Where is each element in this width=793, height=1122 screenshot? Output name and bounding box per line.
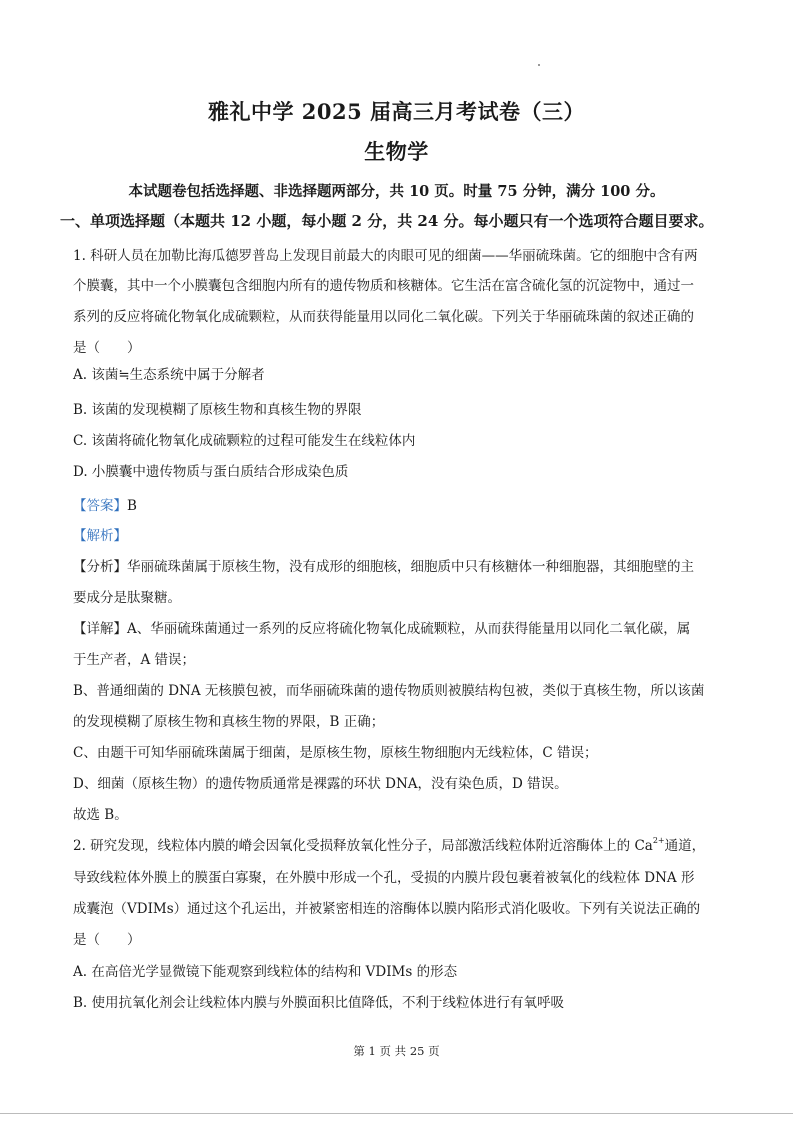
scan-dot — [538, 64, 540, 66]
page-footer: 第 1 页 共 25 页 — [353, 1044, 440, 1058]
answer-value: B — [127, 498, 137, 514]
q1-option-a: A. 该菌≒生态系统中属于分解者 — [73, 367, 265, 383]
q1-option-b: B. 该菌的发现模糊了原核生物和真核生物的界限 — [73, 402, 362, 418]
q1-detail-line: B、普通细菌的 DNA 无核膜包被，而华丽硫珠菌的遗传物质则被膜结构包被，类似于真核生物，所以该菌 — [73, 683, 705, 699]
exam-title: 雅礼中学 2025 届高三月考试卷（三） — [207, 99, 586, 124]
q1-answer — [73, 494, 137, 514]
q2-stem-line — [73, 834, 705, 854]
q2-stem-text: 2. 研究发现，线粒体内膜的嵴会因氧化受损释放氧化性分子，局部激活线粒体附近溶酶体上的 Ca — [73, 838, 653, 854]
q2-option-a: A. 在高倍光学显微镜下能观察到线粒体的结构和 VDIMs 的形态 — [73, 964, 458, 980]
q1-stem-line: 系列的反应将硫化物氧化成硫颗粒，从而获得能量用以同化二氧化碳。下列关于华丽硫珠菌的叙述正确的 — [73, 309, 694, 325]
section-heading: 一、单项选择题（本题共 12 小题，每小题 2 分，共 24 分。每小题只有一个选项符合题目要求。 — [60, 212, 714, 230]
q1-analysis-label: 【解析】 — [73, 528, 127, 544]
q1-detail-line: 故选 B。 — [73, 807, 128, 823]
q1-detail-line: D、细菌（原核生物）的遗传物质通常是裸露的环状 DNA，没有染色质，D 错误。 — [73, 776, 568, 792]
q2-stem-text-end: 通道， — [664, 838, 706, 854]
q1-fenxi-line: 要成分是肽聚糖。 — [73, 590, 181, 606]
q1-detail-line: 于生产者，A 错误； — [73, 652, 196, 668]
q1-detail-line: 【详解】A、华丽硫珠菌通过一系列的反应将硫化物氧化成硫颗粒，从而获得能量用以同化二氧化碳，属 — [73, 621, 691, 637]
q2-option-b: B. 使用抗氧化剂会让线粒体内膜与外膜面积比值降低，不利于线粒体进行有氧呼吸 — [73, 995, 565, 1011]
q1-stem-line: 是（ ） — [73, 340, 141, 356]
q2-stem-line: 导致线粒体外膜上的膜蛋白寡聚，在外膜中形成一个孔，受损的内膜片段包裹着被氧化的线粒体 DNA 形 — [73, 870, 695, 886]
q2-superscript: 2+ — [652, 836, 665, 845]
q2-stem-line: 是（ ） — [73, 932, 141, 948]
q2-stem-line: 成囊泡（VDIMs）通过这个孔运出，并被紧密相连的溶酶体以膜内陷形式消化吸收。下列有关说法正确的 — [73, 901, 701, 917]
q1-stem-line: 1. 科研人员在加勒比海瓜德罗普岛上发现目前最大的肉眼可见的细菌——华丽硫珠菌。它的细胞中含有两 — [73, 248, 698, 264]
subject-title: 生物学 — [364, 139, 429, 164]
exam-intro: 本试题卷包括选择题、非选择题两部分，共 10 页。时量 75 分钟，满分 100 分。 — [128, 183, 665, 200]
q1-fenxi-line: 【分析】华丽硫珠菌属于原核生物，没有成形的细胞核，细胞质中只有核糖体一种细胞器，其细胞壁的主 — [73, 559, 694, 575]
answer-label: 【答案】 — [73, 498, 127, 514]
q1-detail-line: 的发现模糊了原核生物和真核生物的界限，B 正确； — [73, 714, 385, 730]
q1-option-d: D. 小膜囊中遗传物质与蛋白质结合形成染色质 — [73, 464, 349, 480]
q1-option-c: C. 该菌将硫化物氧化成硫颗粒的过程可能发生在线粒体内 — [73, 433, 416, 449]
page-bottom-rule — [0, 1113, 793, 1114]
q1-stem-line: 个膜囊，其中一个小膜囊包含细胞内所有的遗传物质和核糖体。它生活在富含硫化氢的沉淀物中，通过一 — [73, 278, 694, 294]
q1-detail-line: C、由题干可知华丽硫珠菌属于细菌，是原核生物，原核生物细胞内无线粒体，C 错误； — [73, 745, 598, 761]
